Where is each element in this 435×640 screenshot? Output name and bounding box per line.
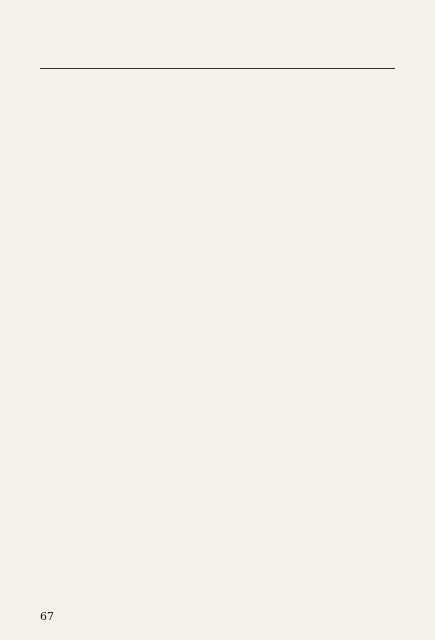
header-rule <box>40 68 395 69</box>
body-text <box>40 76 387 604</box>
running-header <box>40 52 383 66</box>
page-number: 67 <box>40 610 54 623</box>
